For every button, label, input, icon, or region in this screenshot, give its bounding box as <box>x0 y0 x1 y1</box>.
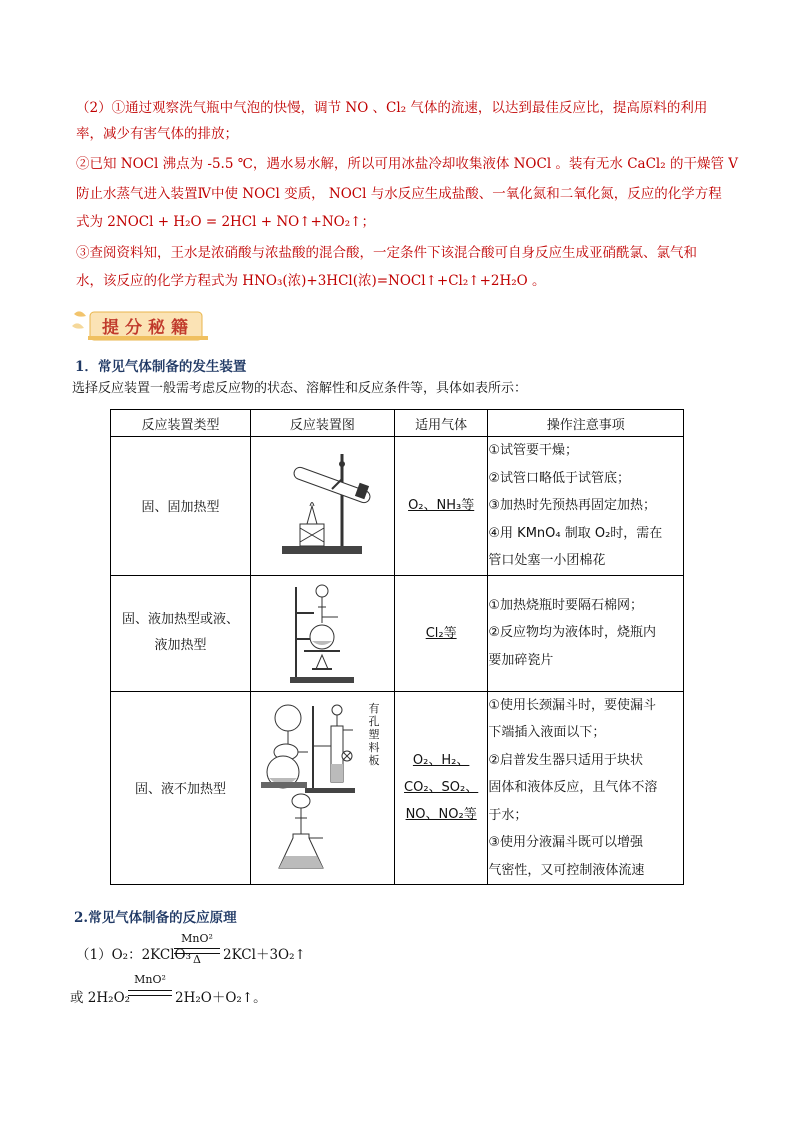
row3-gas <box>394 691 487 885</box>
table-row <box>111 691 684 885</box>
perforated-plate-label: 有 孔 塑 料 板 <box>368 701 380 767</box>
formula-2-prefix: 或 2H₂O₂ <box>70 990 131 1006</box>
row1-notes <box>488 437 684 576</box>
row2-type-line2: 液加热型 <box>154 638 207 653</box>
formula-1-condition-top: MnO² <box>181 932 213 945</box>
row3-notes <box>488 691 684 885</box>
note-item: 固体和液体反应，且气体不溶 <box>488 780 658 795</box>
note-item: 要加碎瓷片 <box>488 652 554 668</box>
formula-1-suffix: 2KCl＋3O₂↑ <box>223 947 306 963</box>
para-line-3: ②已知 NOCl 沸点为 -5.5 ℃，遇水易水解，所以可用冰盐冷却收集液体 NOCl 。装有无水 CaCl₂ 的干燥管 V <box>76 156 738 172</box>
row2-notes <box>488 575 684 691</box>
formula-2-condition-top: MnO² <box>134 973 166 986</box>
row2-diagram <box>250 575 394 691</box>
row2-type <box>111 575 251 691</box>
section-1-intro: 选择反应装置一般需考虑反应物的状态、溶解性和反应条件等，具体如表所示： <box>72 381 528 396</box>
header-gas: 适用气体 <box>394 410 487 437</box>
row1-gas: O₂、NH₃等 <box>394 437 487 576</box>
flask-heating-apparatus-icon <box>282 577 362 685</box>
tips-banner <box>70 306 210 342</box>
note-item: 气密性，又可控制液体流速 <box>488 862 645 878</box>
header-notes: 操作注意事项 <box>488 410 684 437</box>
row2-gas: Cl₂等 <box>394 575 487 691</box>
formula-1-condition-bottom: Δ <box>193 953 201 966</box>
gas-line: CO₂、SO₂、 <box>404 780 479 796</box>
banner-text: 提分秘籍 <box>102 318 194 338</box>
table-header-row <box>111 410 684 437</box>
para-line-7: 水，该反应的化学方程式为 HNO₃(浓)+3HCl(浓)=NOCl↑+Cl₂↑+2H₂O 。 <box>76 273 546 289</box>
gas-line: NO、NO₂等 <box>405 807 477 823</box>
note-item: 下端插入液面以下； <box>488 725 606 740</box>
note-item: ①试管要干燥； <box>488 443 579 458</box>
note-item: ②启普发生器只适用于块状 <box>488 752 644 768</box>
header-diagram: 反应装置图 <box>250 410 394 437</box>
solid-heating-apparatus-icon <box>262 444 382 564</box>
row2-type-line1: 固、液加热型或液、 <box>121 612 239 627</box>
note-item: ③加热时先预热再固定加热； <box>488 498 657 513</box>
note-item: 管口处塞一小团棉花 <box>488 553 606 568</box>
table-row <box>111 437 684 576</box>
para-line-5: 式为 2NOCl + H₂O = 2HCl + NO↑+NO₂↑； <box>76 214 375 230</box>
note-item: ①加热烧瓶时要隔石棉网； <box>488 597 644 613</box>
note-item: ③使用分液漏斗既可以增强 <box>488 835 644 850</box>
section-1-title: 1．常见气体制备的发生装置 <box>75 359 247 375</box>
apparatus-table <box>110 409 684 885</box>
note-item: 于水； <box>488 807 528 823</box>
row3-type: 固、液不加热型 <box>111 691 251 885</box>
para-line-2: 率，减少有害气体的排放； <box>76 126 238 142</box>
table-row <box>111 575 684 691</box>
header-type: 反应装置类型 <box>111 410 251 437</box>
note-item: ④用 KMnO₄ 制取 O₂时，需在 <box>488 525 663 541</box>
row3-diagram <box>250 691 394 885</box>
formula-2-suffix: 2H₂O＋O₂↑。 <box>175 990 267 1006</box>
section-2-title: 2.常见气体制备的反应原理 <box>74 910 237 926</box>
note-item: ①使用长颈漏斗时，要使漏斗 <box>488 697 657 713</box>
para-line-6: ③查阅资料知，王水是浓硝酸与浓盐酸的混合酸，一定条件下该混合酸可自身反应生成亚硝酰氯、氯气和 <box>76 245 697 261</box>
formula-2 <box>70 986 130 1006</box>
para-line-4: 防止水蒸气进入装置Ⅳ中使 NOCl 变质， NOCl 与水反应生成盐酸、一氧化氮和二氧化氮，反应的化学方程 <box>76 186 722 202</box>
note-item: ②试管口略低于试管底； <box>488 470 631 486</box>
formula-1-prefix: （1）O₂：2KClO₃ <box>76 947 192 963</box>
row1-diagram <box>250 437 394 576</box>
formula-2-equals-icon <box>128 990 172 996</box>
row1-type: 固、固加热型 <box>111 437 251 576</box>
note-item: ②反应物均为液体时，烧瓶内 <box>488 625 657 641</box>
gas-line: O₂、H₂、 <box>412 753 470 769</box>
para-line-1: （2）①通过观察洗气瓶中气泡的快慢，调节 NO 、Cl₂ 气体的流速，以达到最佳反应比，提高原料的利用 <box>76 100 708 116</box>
